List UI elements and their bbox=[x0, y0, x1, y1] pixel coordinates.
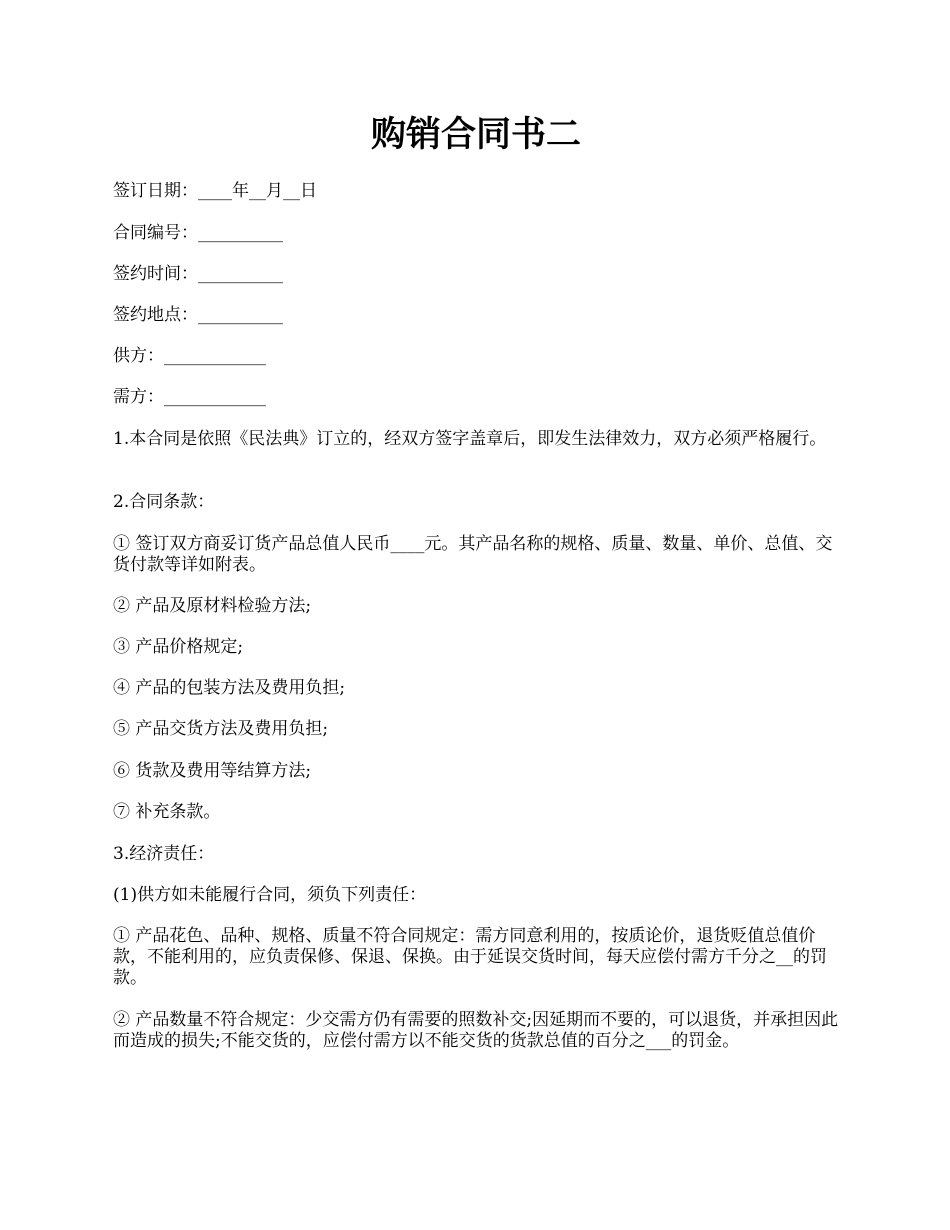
contract-number-field: 合同编号：__________ bbox=[113, 223, 283, 243]
buyer-field: 需方：____________ bbox=[113, 387, 266, 407]
section-2-heading: 2.合同条款： bbox=[113, 492, 215, 512]
term-item-1: ① 签订双方商妥订货产品总值人民币____元。其产品名称的规格、质量、数量、单价、总值、交货付款等详如附表。 bbox=[113, 534, 833, 575]
sign-date-field: 签订日期：____年__月__日 bbox=[113, 181, 317, 201]
clause-1-legal-basis: 1.本合同是依照《民法典》订立的，经双方签字盖章后，即发生法律效力，双方必须严格履行。 bbox=[113, 429, 827, 449]
supplier-liability-heading: (1)供方如未能履行合同，须负下列责任： bbox=[113, 885, 427, 905]
term-item-5: ⑤ 产品交货方法及费用负担; bbox=[113, 719, 329, 739]
term-item-6: ⑥ 货款及费用等结算方法; bbox=[113, 761, 312, 781]
term-item-4: ④ 产品的包装方法及费用负担; bbox=[113, 678, 346, 698]
term-item-2: ② 产品及原材料检验方法; bbox=[113, 596, 312, 616]
liability-item-1: ① 产品花色、品种、规格、质量不符合同规定：需方同意利用的，按质论价，退货贬值总值价款，不能利用的，应负责保修、保退、保换。由于延误交货时间，每天应偿付需方千分之__的罚款。 bbox=[113, 926, 827, 988]
sign-place-field: 签约地点：__________ bbox=[113, 305, 283, 325]
sign-time-field: 签约时间：__________ bbox=[113, 264, 283, 284]
term-item-7: ⑦ 补充条款。 bbox=[113, 802, 221, 822]
document-title: 购销合同书二 bbox=[370, 115, 581, 155]
liability-item-2: ② 产品数量不符合规定：少交需方仍有需要的照数补交;因延期而不要的，可以退货，并承担因此而造成的损失;不能交货的，应偿付需方以不能交货的货款总值的百分之___的罚金。 bbox=[113, 1010, 839, 1051]
supplier-field: 供方：____________ bbox=[113, 346, 266, 366]
term-item-3: ③ 产品价格规定; bbox=[113, 637, 244, 657]
section-3-heading: 3.经济责任： bbox=[113, 844, 215, 864]
